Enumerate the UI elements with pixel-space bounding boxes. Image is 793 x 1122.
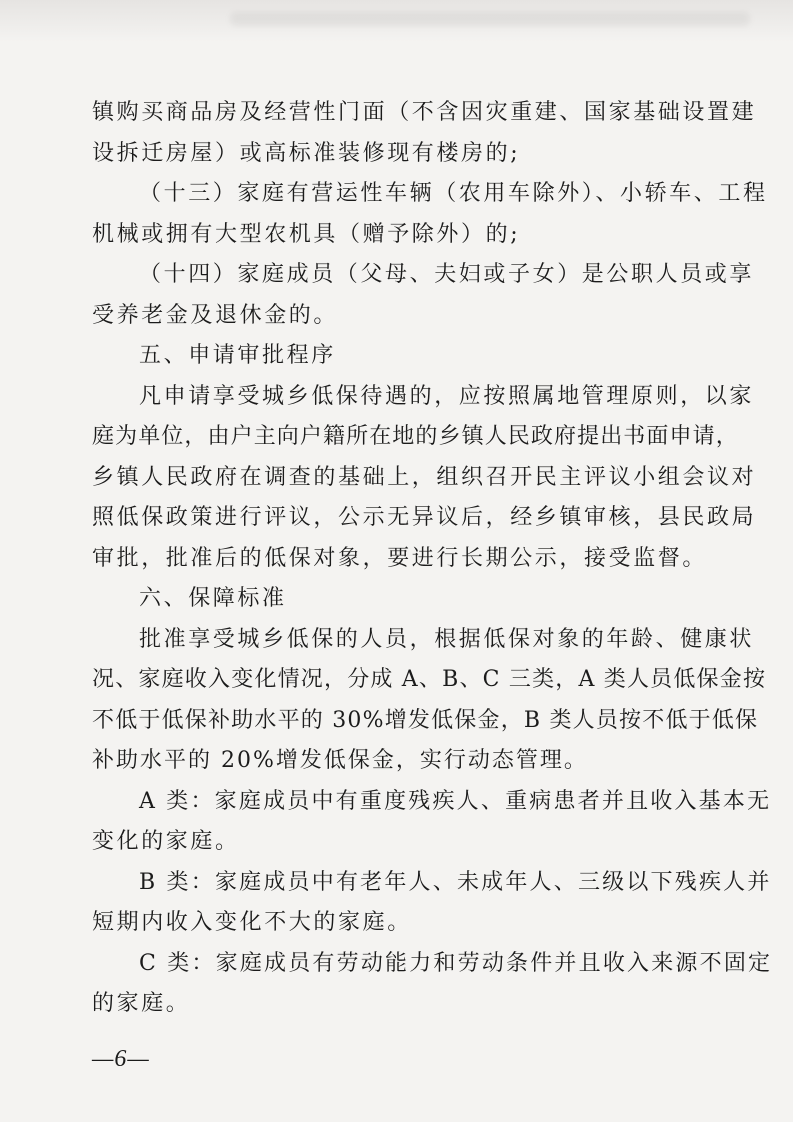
page-number: —6— <box>92 1046 150 1072</box>
text-line: 凡申请享受城乡低保待遇的，应按照属地管理原则，以家 <box>139 384 755 409</box>
section-heading: 五、申请审批程序 <box>139 343 336 368</box>
text-line: 设拆迁房屋）或高标准装修现有楼房的; <box>92 141 521 166</box>
text-line: 况、家庭收入变化情况，分成 A、B、C 三类，A 类人员低保金按 <box>92 667 767 692</box>
section-heading: 六、保障标准 <box>139 586 287 611</box>
text-line: 照低保政策进行评议，公示无异议后，经乡镇审核，县民政局 <box>92 505 757 530</box>
text-line: 短期内收入变化不大的家庭。 <box>92 910 412 935</box>
text-line: （十四）家庭成员（父母、夫妇或子女）是公职人员或享 <box>139 262 755 287</box>
text-line: 变化的家庭。 <box>92 829 240 854</box>
text-line: B 类：家庭成员中有老年人、未成年人、三级以下残疾人并 <box>139 870 772 895</box>
text-line: 机械或拥有大型农机具（赠予除外）的; <box>92 222 521 247</box>
text-line: 的家庭。 <box>92 991 191 1016</box>
text-line: （十三）家庭有营运性车辆（农用车除外）、小轿车、工程 <box>139 181 768 206</box>
text-line: 镇购买商品房及经营性门面（不含因灾重建、国家基础设置建 <box>92 100 757 125</box>
text-line: 不低于低保补助水平的 30%增发低保金，B 类人员按不低于低保 <box>92 708 759 733</box>
text-line: 受养老金及退休金的。 <box>92 303 339 328</box>
text-line: A 类：家庭成员中有重度残疾人、重病患者并且收入基本无 <box>139 789 772 814</box>
text-line: 补助水平的 20%增发低保金，实行动态管理。 <box>92 748 588 773</box>
text-line: 批准享受城乡低保的人员，根据低保对象的年龄、健康状 <box>139 627 755 652</box>
text-line: C 类：家庭成员有劳动能力和劳动条件并且收入来源不固定 <box>139 951 773 976</box>
text-line: 审批，批准后的低保对象，要进行长期公示，接受监督。 <box>92 546 708 571</box>
text-line: 庭为单位，由户主向户籍所在地的乡镇人民政府提出书面申请， <box>92 424 739 449</box>
text-line: 乡镇人民政府在调查的基础上，组织召开民主评议小组会议对 <box>92 465 757 490</box>
